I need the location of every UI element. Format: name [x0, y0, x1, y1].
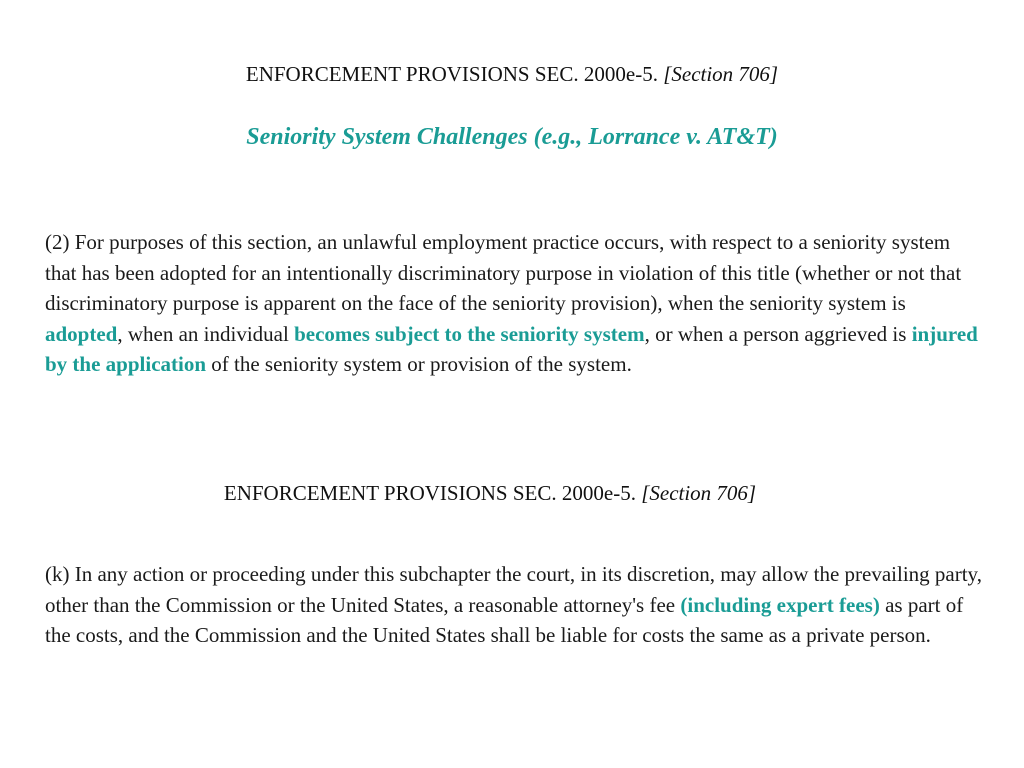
paragraph-text: (k) In any action or proceeding under this subchapter the court, in its discretion, may allow the prevailing party, other than the Commission or the United States, a reasonable attorney's fee: [45, 562, 982, 617]
section-heading: [0, 481, 1002, 506]
section-heading: [0, 62, 1024, 87]
statute-paragraph-k: [45, 559, 985, 651]
slide-subtitle: Seniority System Challenges (e.g., Lorrance v. AT&T): [246, 124, 778, 150]
statute-paragraph-2: [45, 227, 985, 380]
section-reference: [Section 706]: [663, 62, 779, 86]
highlight-adopted: adopted: [45, 321, 118, 346]
section-heading-text: ENFORCEMENT PROVISIONS SEC. 2000e-5.: [245, 62, 658, 86]
highlight-injured: injured by the application: [45, 321, 978, 377]
paragraph-text: , when an individual: [117, 321, 295, 346]
section-reference: [Section 706]: [641, 481, 757, 505]
paragraph-text: as part of the costs, and the Commission and the United States shall be liable for costs the same as a private person.: [45, 592, 964, 648]
section-heading-text: ENFORCEMENT PROVISIONS SEC. 2000e-5.: [223, 481, 636, 505]
paragraph-text: (2) For purposes of this section, an unlawful employment practice occurs, with respect to a seniority system that has been adopted for an intentionally discriminatory purpose in violation of this title (whether or not that discriminatory purpose is apparent on the face of the seniority provision), when the seniority system is: [45, 230, 962, 316]
highlight-expert-fees: (including expert fees): [680, 592, 880, 617]
paragraph-text: , or when a person aggrieved is: [644, 321, 912, 346]
paragraph-text: of the seniority system or provision of the system.: [206, 352, 632, 377]
highlight-becomes-subject: becomes subject to the seniority system: [294, 321, 645, 346]
